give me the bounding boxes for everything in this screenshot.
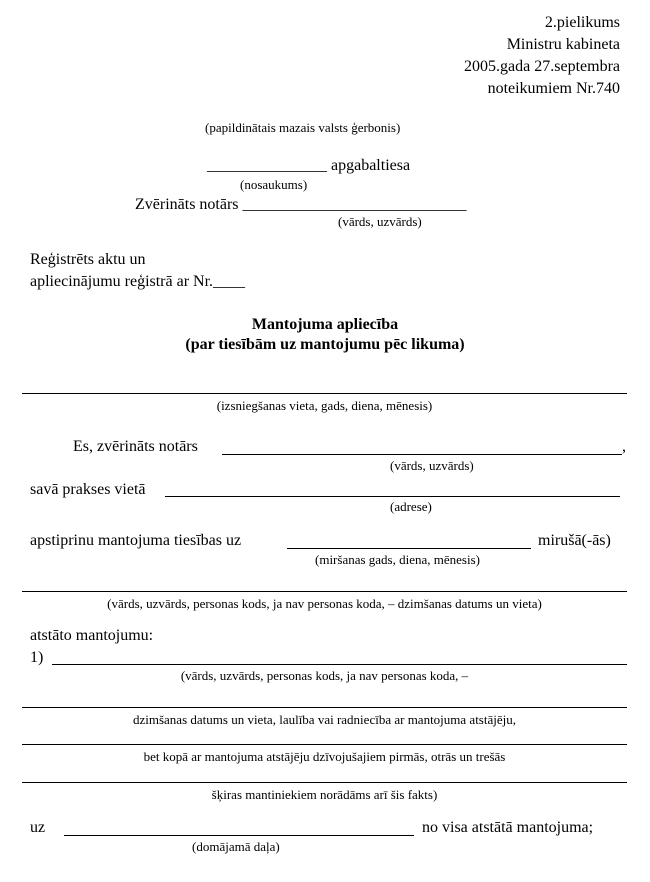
annex-line-4: noteikumiem Nr.740 xyxy=(487,80,620,97)
share-suffix: no visa atstātā mantojuma; xyxy=(422,819,594,836)
confirm-label: apstiprinu mantojuma tiesības uz xyxy=(30,532,242,549)
death-date-caption: (miršanas gads, diena, mēnesis) xyxy=(315,552,480,567)
document-subtitle: (par tiesībām uz mantojumu pēc likuma) xyxy=(185,336,465,353)
heir-caption-4: šķiras mantiniekiem norādāms arī šis fakts) xyxy=(211,787,438,802)
heir-item-number: 1) xyxy=(30,649,44,666)
heir-caption-2: dzimšanas datums un vieta, laulība vai radniecība ar mantojuma atstājēju, xyxy=(132,712,516,727)
heir-birth-field[interactable] xyxy=(22,707,627,708)
practice-address-field[interactable] xyxy=(165,496,620,497)
court-name-blank[interactable]: _______________ xyxy=(207,157,327,174)
register-line-2: apliecinājumu reģistrā ar Nr.____ xyxy=(30,273,246,290)
es-notary-name-field[interactable] xyxy=(222,454,622,455)
issue-place-field[interactable] xyxy=(22,393,627,394)
death-date-field[interactable] xyxy=(287,548,531,549)
document-title: Mantojuma apliecība xyxy=(251,316,399,333)
heir-caption-3: bet kopā ar mantojuma atstājēju dzīvojušajiem pirmās, otrās un trešās xyxy=(143,749,506,764)
es-notary-label: Es, zvērināts notārs xyxy=(73,438,198,455)
notary-caption: (vārds, uzvārds) xyxy=(338,214,422,229)
heirs-label: atstāto mantojumu: xyxy=(30,627,154,644)
court-suffix: apgabaltiesa xyxy=(331,157,411,174)
practice-caption: (adrese) xyxy=(390,499,432,514)
es-comma: , xyxy=(622,438,626,455)
court-caption: (nosaukums) xyxy=(240,177,308,192)
heir-caption-1: (vārds, uzvārds, personas kods, ja nav personas koda, – xyxy=(180,668,469,683)
issue-place-caption: (izsniegšanas vieta, gads, diena, mēnesis) xyxy=(216,398,433,413)
es-notary-caption: (vārds, uzvārds) xyxy=(390,458,474,473)
court-name-line xyxy=(207,156,410,175)
heir-cohabitation-field[interactable] xyxy=(22,782,627,783)
heir-name-field[interactable] xyxy=(52,664,627,665)
coat-of-arms-note: (papildinātais mazais valsts ģerbonis) xyxy=(205,120,401,135)
notary-label: Zvērināts notārs xyxy=(135,196,239,213)
practice-label: savā prakses vietā xyxy=(30,481,146,498)
notary-name-blank[interactable]: ____________________________ xyxy=(242,196,467,213)
heir-relation-field[interactable] xyxy=(22,744,627,745)
notary-line xyxy=(135,195,467,214)
annex-line-1: 2.pielikums xyxy=(544,14,620,31)
deceased-caption: (vārds, uzvārds, personas kods, ja nav personas koda, – dzimšanas datums un vieta) xyxy=(107,596,542,611)
share-caption: (domājamā daļa) xyxy=(192,839,280,854)
register-line-1: Reģistrēts aktu un xyxy=(30,251,146,268)
confirm-suffix: mirušā(-ās) xyxy=(538,532,611,549)
share-label: uz xyxy=(30,819,46,836)
annex-line-3: 2005.gada 27.septembra xyxy=(464,58,620,75)
deceased-field[interactable] xyxy=(22,591,627,592)
share-field[interactable] xyxy=(64,835,414,836)
annex-line-2: Ministru kabineta xyxy=(506,36,620,53)
